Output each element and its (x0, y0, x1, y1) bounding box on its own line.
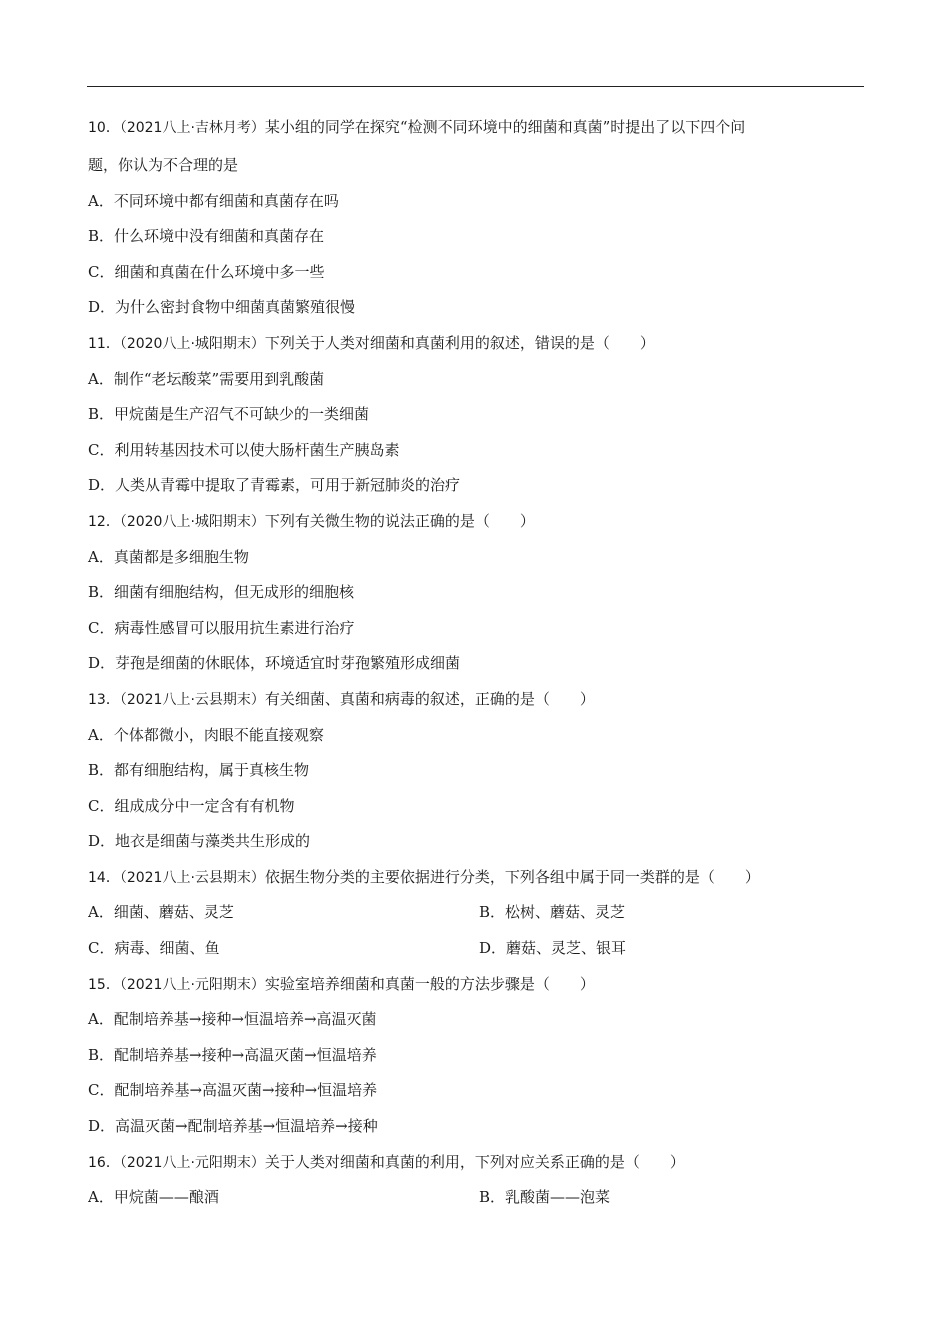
option-d: D．为什么密封食物中细菌真菌繁殖很慢 (88, 298, 356, 317)
option-b: B．都有细胞结构，属于真核生物 (88, 761, 310, 780)
option-row (88, 933, 864, 969)
question-10 (88, 112, 864, 328)
question-source: （2021八上·云县期末） (119, 869, 265, 886)
option-row (88, 1182, 864, 1218)
question-number: 13． (88, 691, 120, 708)
question-number: 15． (88, 976, 120, 993)
question-text: 某小组的同学在探究“检测不同环境中的细菌和真菌”时提出了以下四个问 (264, 118, 746, 136)
option-a: A．细菌、蘑菇、灵芝 (88, 903, 234, 922)
question-text: 有关细菌、真菌和病毒的叙述，正确的是（ ） (264, 689, 595, 708)
option-c: C．细菌和真菌在什么环境中多一些 (88, 262, 325, 281)
option-c: C．病毒性感冒可以服用抗生素进行治疗 (88, 618, 355, 637)
option-a: A．真菌都是多细胞生物 (88, 547, 249, 566)
question-source: （2021八上·元阳期末） (119, 976, 265, 993)
question-text: 依据生物分类的主要依据进行分类，下列各组中属于同一类群的是（ ） (264, 867, 760, 886)
question-12 (88, 506, 864, 684)
option-b: B．配制培养基→接种→高温灭菌→恒温培养 (88, 1045, 377, 1064)
option-d: D．人类从青霉中提取了青霉素，可用于新冠肺炎的治疗 (88, 476, 461, 495)
option-d: D．蘑菇、灵芝、银耳 (479, 939, 627, 958)
option-row (88, 897, 864, 933)
option-b: B．细菌有细胞结构，但无成形的细胞核 (88, 583, 355, 602)
question-number: 12． (88, 513, 120, 530)
question-stem (88, 862, 864, 898)
question-16 (88, 1147, 864, 1218)
question-number: 14． (88, 869, 120, 886)
question-stem (88, 112, 864, 150)
question-source: （2021八上·云县期末） (119, 691, 265, 708)
question-source: （2020八上·城阳期末） (119, 335, 265, 352)
question-number: 10． (88, 120, 120, 136)
question-stem-continued: 题，你认为不合理的是 (88, 156, 239, 174)
option-b: B．松树、蘑菇、灵芝 (479, 903, 626, 922)
option-a: A．甲烷菌——酿酒 (88, 1188, 219, 1207)
question-13 (88, 684, 864, 862)
question-source: （2021八上·吉林月考） (119, 120, 265, 136)
option-a: A．不同环境中都有细菌和真菌存在吗 (88, 191, 339, 210)
question-11 (88, 328, 864, 506)
question-stem (88, 328, 864, 364)
option-a: A．个体都微小，肉眼不能直接观察 (88, 725, 324, 744)
question-stem (88, 506, 864, 542)
option-a: A．制作“老坛酸菜”需要用到乳酸菌 (88, 369, 325, 388)
question-source: （2020八上·城阳期末） (119, 513, 265, 530)
option-d: D．高温灭菌→配制培养基→恒温培养→接种 (88, 1117, 378, 1136)
option-b: B．乳酸菌——泡菜 (479, 1188, 611, 1207)
option-d: D．芽孢是细菌的休眠体，环境适宜时芽孢繁殖形成细菌 (88, 654, 461, 673)
question-stem (88, 969, 864, 1005)
question-source: （2021八上·元阳期末） (119, 1154, 265, 1171)
option-d: D．地衣是细菌与藻类共生形成的 (88, 832, 311, 851)
option-c: C．利用转基因技术可以使大肠杆菌生产胰岛素 (88, 440, 400, 459)
question-text: 下列有关微生物的说法正确的是（ ） (264, 511, 535, 530)
question-number: 16． (88, 1154, 120, 1171)
question-15 (88, 969, 864, 1147)
option-c: C．配制培养基→高温灭菌→接种→恒温培养 (88, 1081, 378, 1100)
option-a: A．配制培养基→接种→恒温培养→高温灭菌 (88, 1010, 377, 1029)
option-c: C．病毒、细菌、鱼 (88, 939, 220, 958)
question-14 (88, 862, 864, 969)
option-c: C．组成成分中一定含有有机物 (88, 796, 295, 815)
option-b: B．什么环境中没有细菌和真菌存在 (88, 227, 325, 246)
question-list (88, 112, 864, 1218)
question-stem (88, 684, 864, 720)
header-rule (87, 86, 864, 87)
question-text: 下列关于人类对细菌和真菌利用的叙述，错误的是（ ） (264, 333, 655, 352)
question-stem (88, 1147, 864, 1183)
question-text: 实验室培养细菌和真菌一般的方法步骤是（ ） (264, 974, 595, 993)
question-text: 关于人类对细菌和真菌的利用，下列对应关系正确的是（ ） (264, 1152, 685, 1171)
question-number: 11． (88, 335, 120, 352)
option-b: B．甲烷菌是生产沼气不可缺少的一类细菌 (88, 405, 370, 424)
